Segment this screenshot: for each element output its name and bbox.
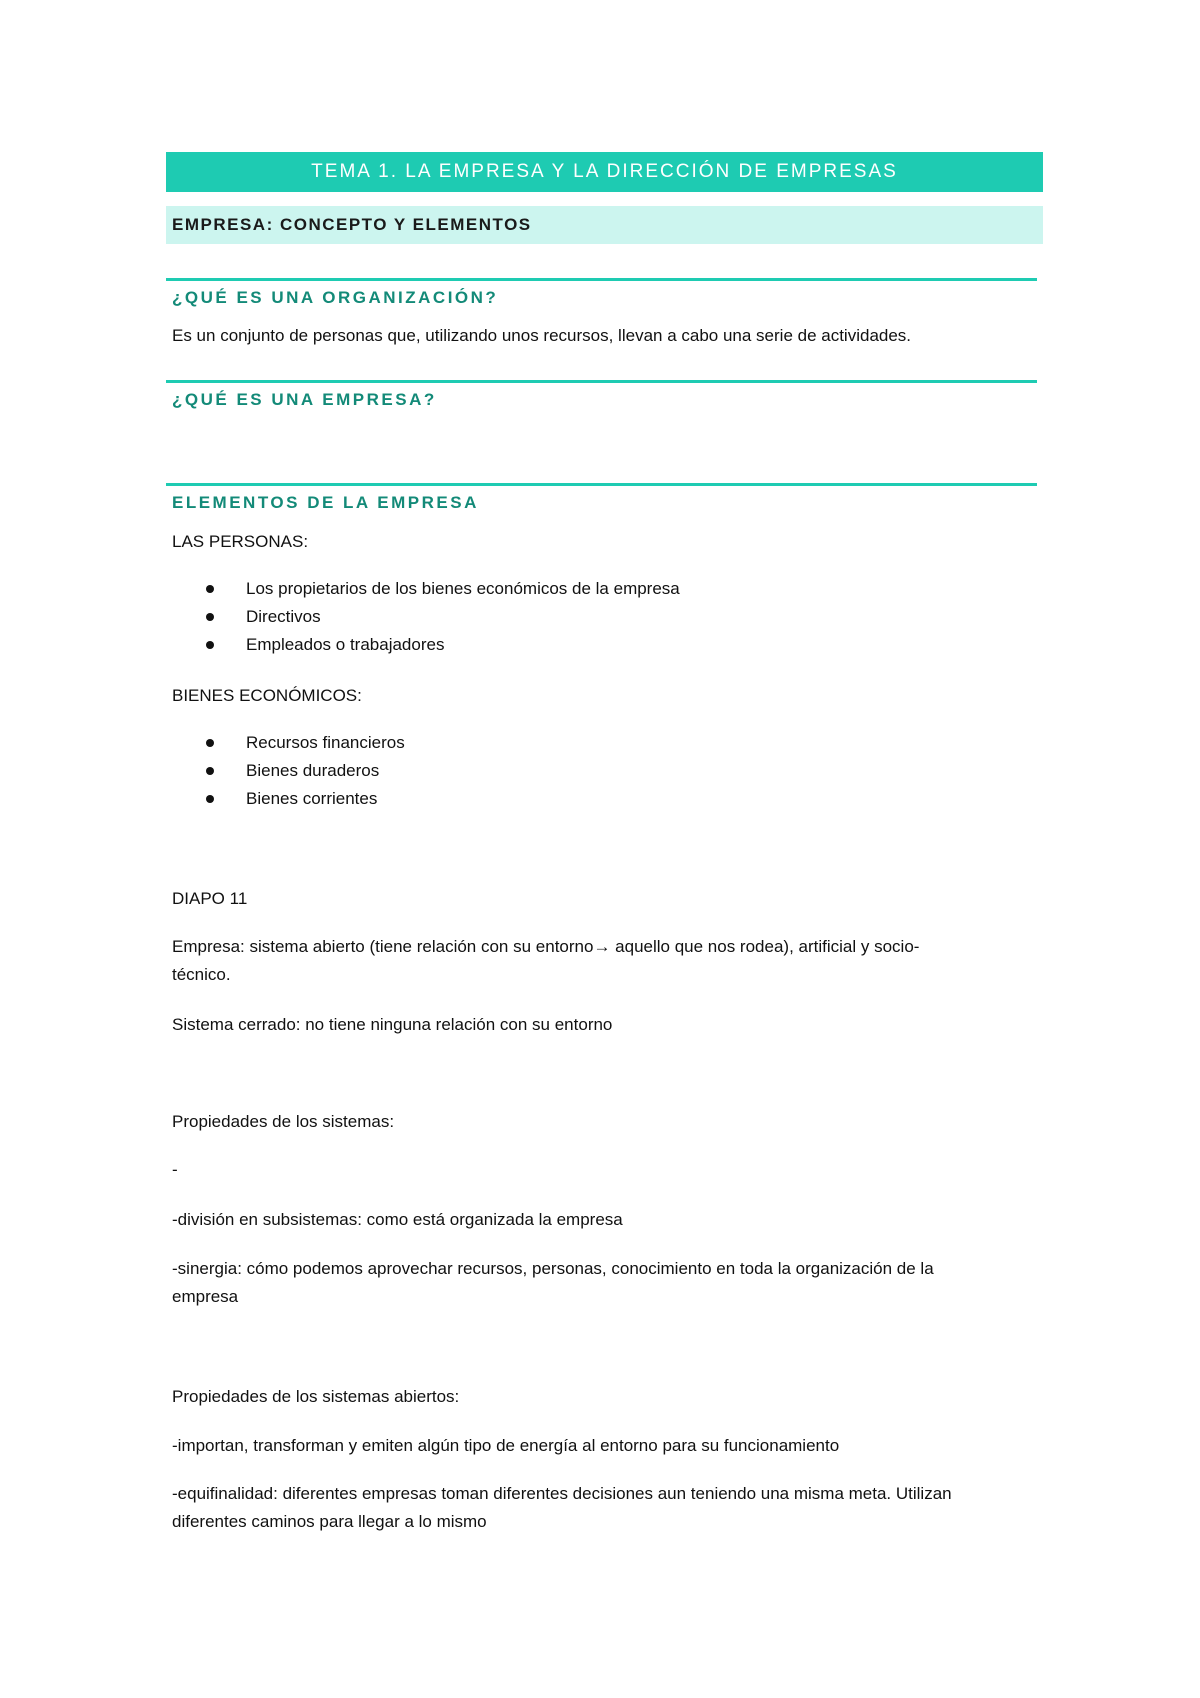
- bullet-icon: [206, 613, 214, 621]
- sistema-abierto-line-1: Empresa: sistema abierto (tiene relación con su entorno→ aquello que nos rodea), artificial y socio-: [172, 937, 920, 956]
- list-item: Recursos financieros: [172, 729, 405, 757]
- list-item: Los propietarios de los bienes económicos de la empresa: [172, 575, 680, 603]
- list-item: Bienes duraderos: [172, 757, 405, 785]
- bullet-icon: [206, 585, 214, 593]
- importan-line: -importan, transforman y emiten algún tipo de energía al entorno para su funcionamiento: [172, 1436, 840, 1455]
- list-item: Empleados o trabajadores: [172, 631, 680, 659]
- heading-rule: [166, 483, 1037, 486]
- heading-empresa: ¿QUÉ ES UNA EMPRESA?: [172, 390, 437, 409]
- personas-list: [172, 575, 680, 659]
- bullet-icon: [206, 739, 214, 747]
- equifinalidad-line-2: diferentes caminos para llegar a lo mismo: [172, 1512, 487, 1531]
- document-title: TEMA 1. LA EMPRESA Y LA DIRECCIÓN DE EMPRESAS: [166, 152, 1043, 192]
- bienes-list: [172, 729, 405, 813]
- sistema-abierto-line-2: técnico.: [172, 965, 231, 984]
- dash-line: -: [172, 1160, 178, 1179]
- equifinalidad-line-1: -equifinalidad: diferentes empresas toman diferentes decisiones aun teniendo una misma meta. Utilizan: [172, 1484, 952, 1503]
- heading-rule: [166, 278, 1037, 281]
- list-item: Directivos: [172, 603, 680, 631]
- abiertos-label: Propiedades de los sistemas abiertos:: [172, 1387, 460, 1406]
- sinergia-line-1: -sinergia: cómo podemos aprovechar recursos, personas, conocimiento en toda la organización de la: [172, 1259, 934, 1278]
- sistema-cerrado: Sistema cerrado: no tiene ninguna relación con su entorno: [172, 1015, 613, 1034]
- definition-organizacion: Es un conjunto de personas que, utilizando unos recursos, llevan a cabo una serie de actividades.: [172, 326, 912, 345]
- heading-organizacion: ¿QUÉ ES UNA ORGANIZACIÓN?: [172, 288, 499, 307]
- personas-label: LAS PERSONAS:: [172, 532, 309, 551]
- bienes-label: BIENES ECONÓMICOS:: [172, 686, 362, 705]
- heading-rule: [166, 380, 1037, 383]
- section-title-bar: EMPRESA: CONCEPTO Y ELEMENTOS: [166, 206, 1043, 244]
- propiedades-label: Propiedades de los sistemas:: [172, 1112, 395, 1131]
- diapo-label: DIAPO 11: [172, 889, 248, 908]
- heading-elementos: ELEMENTOS DE LA EMPRESA: [172, 493, 479, 512]
- list-item: Bienes corrientes: [172, 785, 405, 813]
- sinergia-line-2: empresa: [172, 1287, 239, 1306]
- bullet-icon: [206, 767, 214, 775]
- bullet-icon: [206, 795, 214, 803]
- bullet-icon: [206, 641, 214, 649]
- subsistemas-line: -división en subsistemas: como está organizada la empresa: [172, 1210, 623, 1229]
